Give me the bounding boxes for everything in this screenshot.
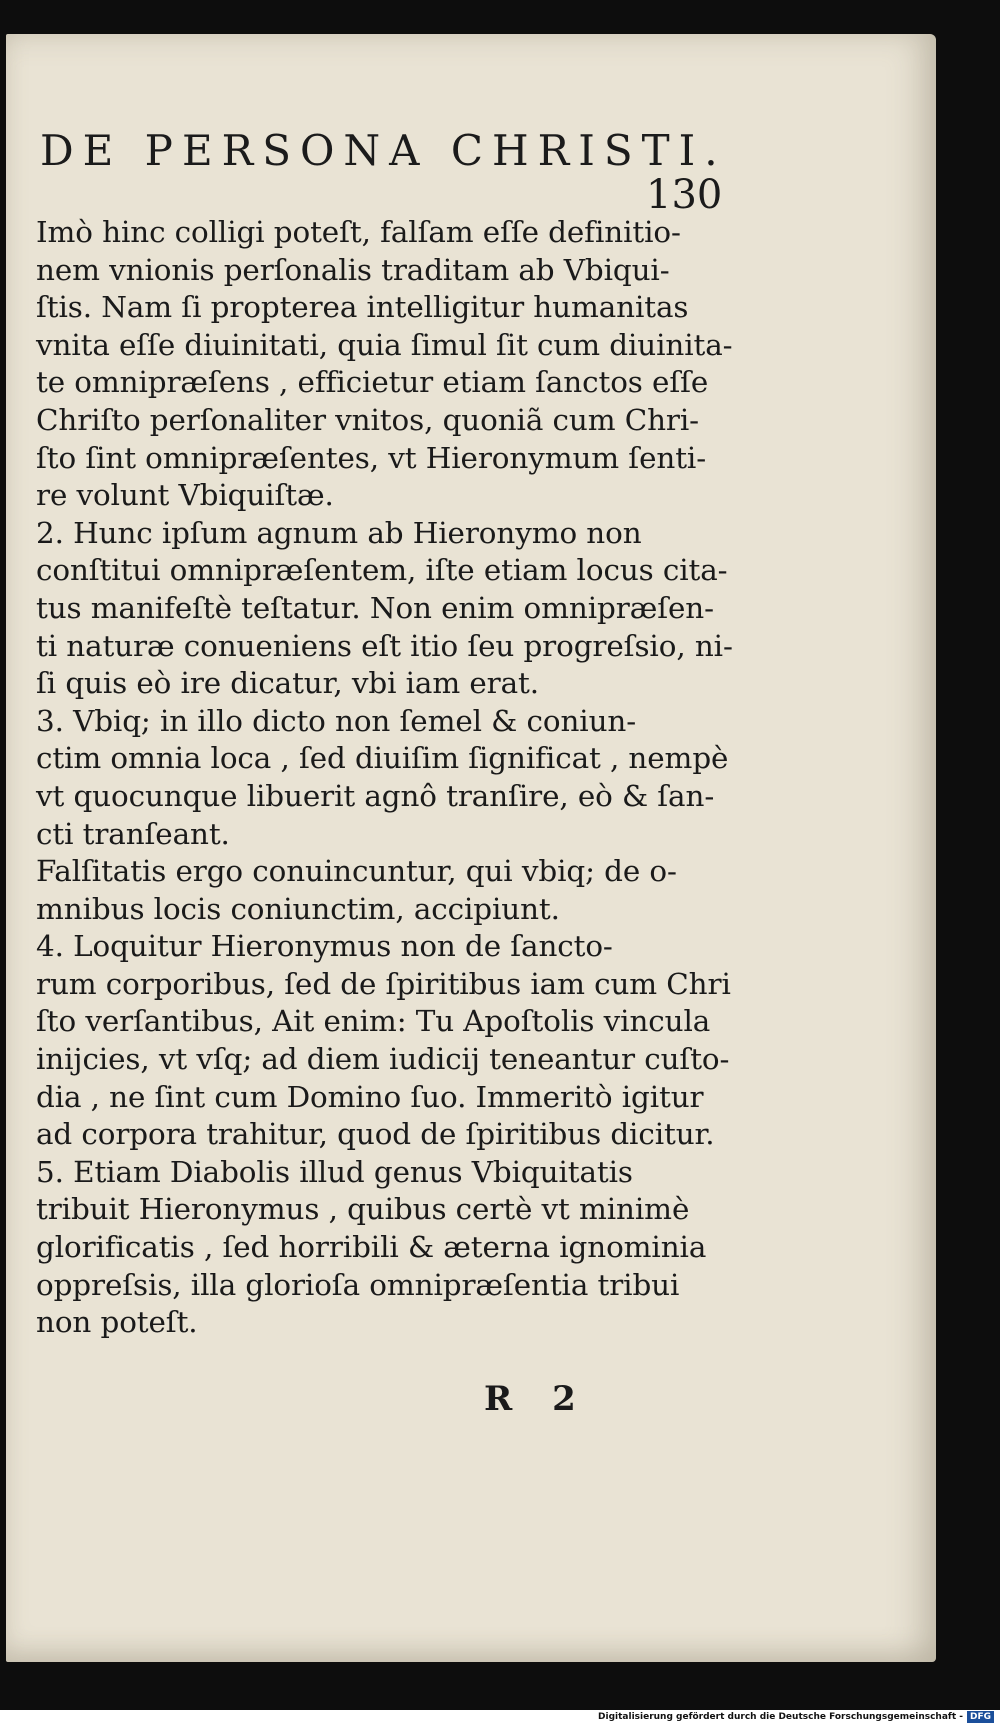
text-line: dia , ne ſint cum Domino ſuo. Immeritò igitur bbox=[36, 1079, 704, 1114]
text-line: ſi quis eò ire dicatur, vbi iam erat. bbox=[36, 666, 539, 701]
text-line: ti naturæ conueniens eſt itio ſeu progreſsio, ni- bbox=[36, 628, 733, 663]
text-line: Imò hinc colligi poteſt, falſam eſſe definitio- bbox=[36, 215, 681, 249]
text-line: ſto ſint omnipræſentes, vt Hieronymum ſenti- bbox=[36, 440, 707, 475]
text-line: re volunt Vbiquiſtæ. bbox=[36, 478, 334, 513]
text-line: nem vnionis perſonalis traditam ab Vbiqui- bbox=[36, 252, 670, 287]
footer-bar bbox=[0, 1710, 1000, 1724]
dfg-logo: DFG bbox=[967, 1711, 994, 1723]
text-line: non poteſt. bbox=[36, 1305, 198, 1340]
text-line: Chriſto perſonaliter vnitos, quoniã cum Chri- bbox=[36, 402, 700, 437]
text-line: ſto verſantibus, Ait enim: Tu Apoſtolis vincula bbox=[36, 1004, 711, 1039]
text-line: ctim omnia loca , ſed diuiſim ſignificat , nempè bbox=[36, 741, 729, 776]
text-line: conſtitui omnipræſentem, iſte etiam locus cita- bbox=[36, 553, 728, 588]
text-line: oppreſsis, illa glorioſa omnipræſentia tribui bbox=[36, 1267, 680, 1302]
text-line: glorificatis , ſed horribili & æterna ignominia bbox=[36, 1230, 707, 1265]
text-line: inijcies, vt vſq; ad diem iudicij teneantur cuſto- bbox=[36, 1042, 730, 1077]
signature-mark: R 2 bbox=[484, 1379, 590, 1419]
text-line: 3. Vbiq; in illo dicto non ſemel & coniun- bbox=[36, 703, 637, 738]
text-line: 4. Loquitur Hieronymus non de ſancto- bbox=[36, 929, 613, 964]
body-text bbox=[36, 214, 733, 1342]
text-line: te omnipræſens , efficietur etiam ſanctos eſſe bbox=[36, 365, 709, 400]
running-header: DE PERSONA CHRISTI. bbox=[40, 126, 727, 175]
book-page bbox=[6, 34, 936, 1662]
text-line: vnita eſſe diuinitati, quia ſimul ſit cum diuinita- bbox=[36, 327, 733, 362]
text-line: 2. Hunc ipſum agnum ab Hieronymo non bbox=[36, 515, 642, 550]
text-line: ad corpora trahitur, quod de ſpiritibus dicitur. bbox=[36, 1117, 715, 1152]
text-line: mnibus locis coniunctim, accipiunt. bbox=[36, 891, 560, 926]
text-line: Falſitatis ergo conuincuntur, qui vbiq; de o- bbox=[36, 854, 677, 889]
text-line: ſtis. Nam ſi propterea intelligitur humanitas bbox=[36, 290, 689, 325]
footer-credit: Digitalisierung gefördert durch die Deutsche Forschungsgemeinschaft - bbox=[598, 1712, 963, 1722]
text-line: tus manifeſtè teſtatur. Non enim omnipræſen- bbox=[36, 590, 714, 625]
page-number: 130 bbox=[646, 172, 723, 218]
text-line: rum corporibus, ſed de ſpiritibus iam cum Chri bbox=[36, 966, 731, 1001]
text-line: tribuit Hieronymus , quibus certè vt minimè bbox=[36, 1192, 690, 1227]
text-line: vt quocunque libuerit agnô tranſire, eò & ſan- bbox=[36, 778, 715, 813]
text-line: 5. Etiam Diabolis illud genus Vbiquitatis bbox=[36, 1154, 633, 1189]
text-line: cti tranſeant. bbox=[36, 816, 230, 851]
